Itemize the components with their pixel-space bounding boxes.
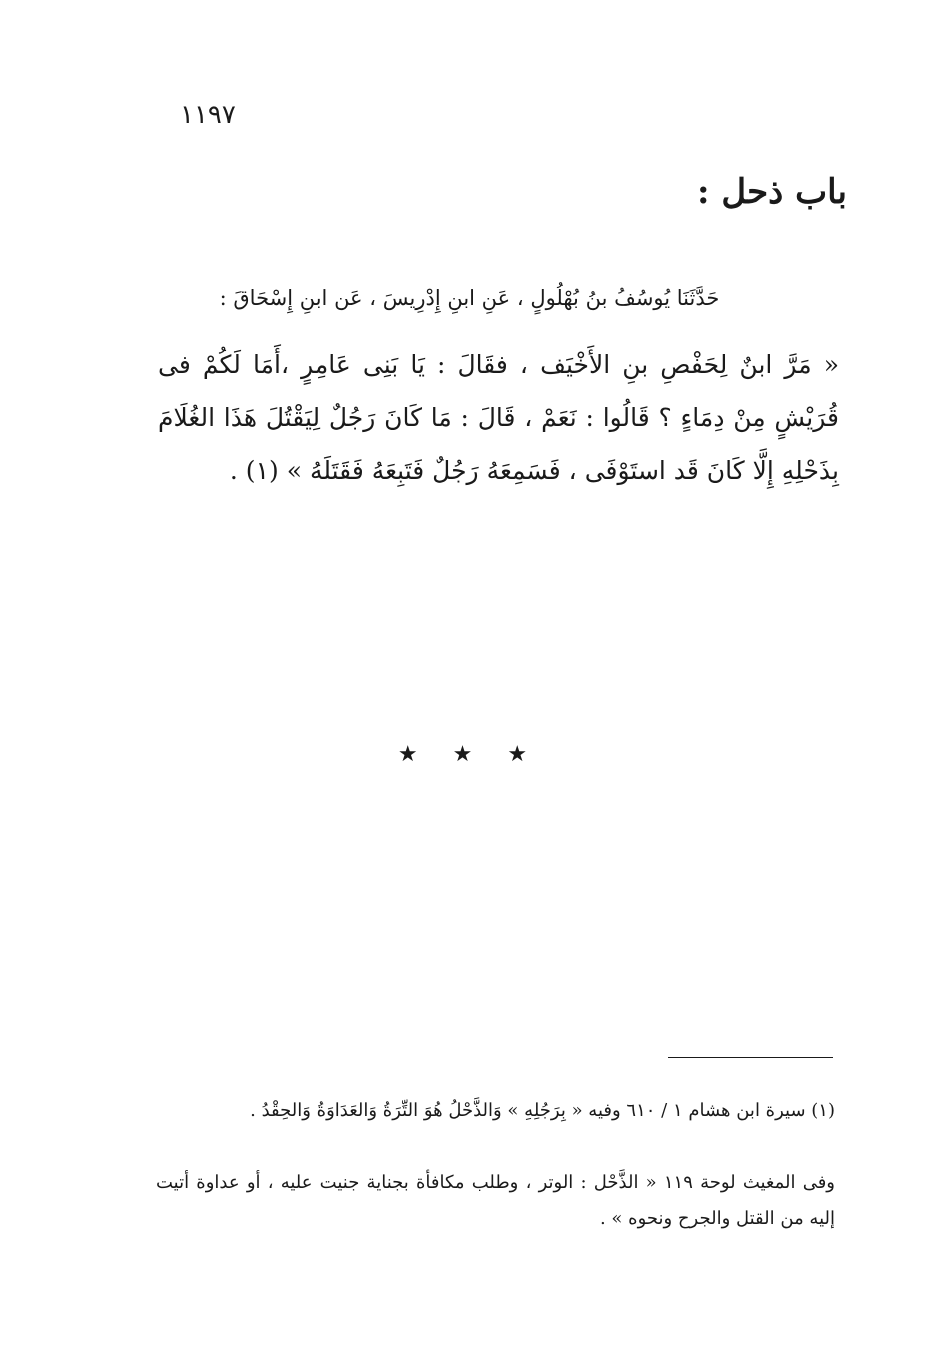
section-separator-stars: ★ ★ ★: [397, 742, 542, 767]
footnote-2: وفى المغيث لوحة ١١٩ « الذَّحْل : الوتر ، وطلب مكافأة بجناية جنيت عليه ، أو عداوة أتيت إليه من القتل والجرح ونحوه » .: [156, 1172, 835, 1229]
chapter-heading: باب ذحل :: [697, 172, 847, 212]
hadith-matn: « مَرَّ ابنٌ لِحَفْصِ بنِ الأَخْيَف ، فقَالَ : يَا بَنِى عَامِرٍ ،أَمَا لَكُمْ فى قُرَيْشٍ مِنْ دِمَاءٍ ؟ قَالُوا : نَعَمْ ، قَالَ : مَا كَانَ رَجُلٌ لِيَقْتُلَ هَذَا الغُلَامَ بِذَحْلِهِ إِلَّا كَانَ قَد استَوْفَى ، فَسَمِعَهُ رَجُلٌ فَتَبِعَهُ فَقَتَلَهُ » (١) .: [158, 350, 839, 485]
footnote-1: (١) سيرة ابن هشام ١ / ٦١٠ وفيه « بِرَجُلِهِ » وَالذَّحْلُ هُوَ التِّرَةُ وَالعَدَاوَةُ وَالحِقْدُ .: [250, 1100, 835, 1121]
hadith-isnad: حَدَّثَنَا يُوسُفُ بنُ بُهْلُولٍ ، عَنِ ابنِ إِدْرِيسَ ، عَن ابنِ إِسْحَاقَ :: [219, 286, 720, 310]
footnote-divider: [668, 1057, 833, 1058]
page-number: ١١٩٧: [180, 100, 236, 130]
